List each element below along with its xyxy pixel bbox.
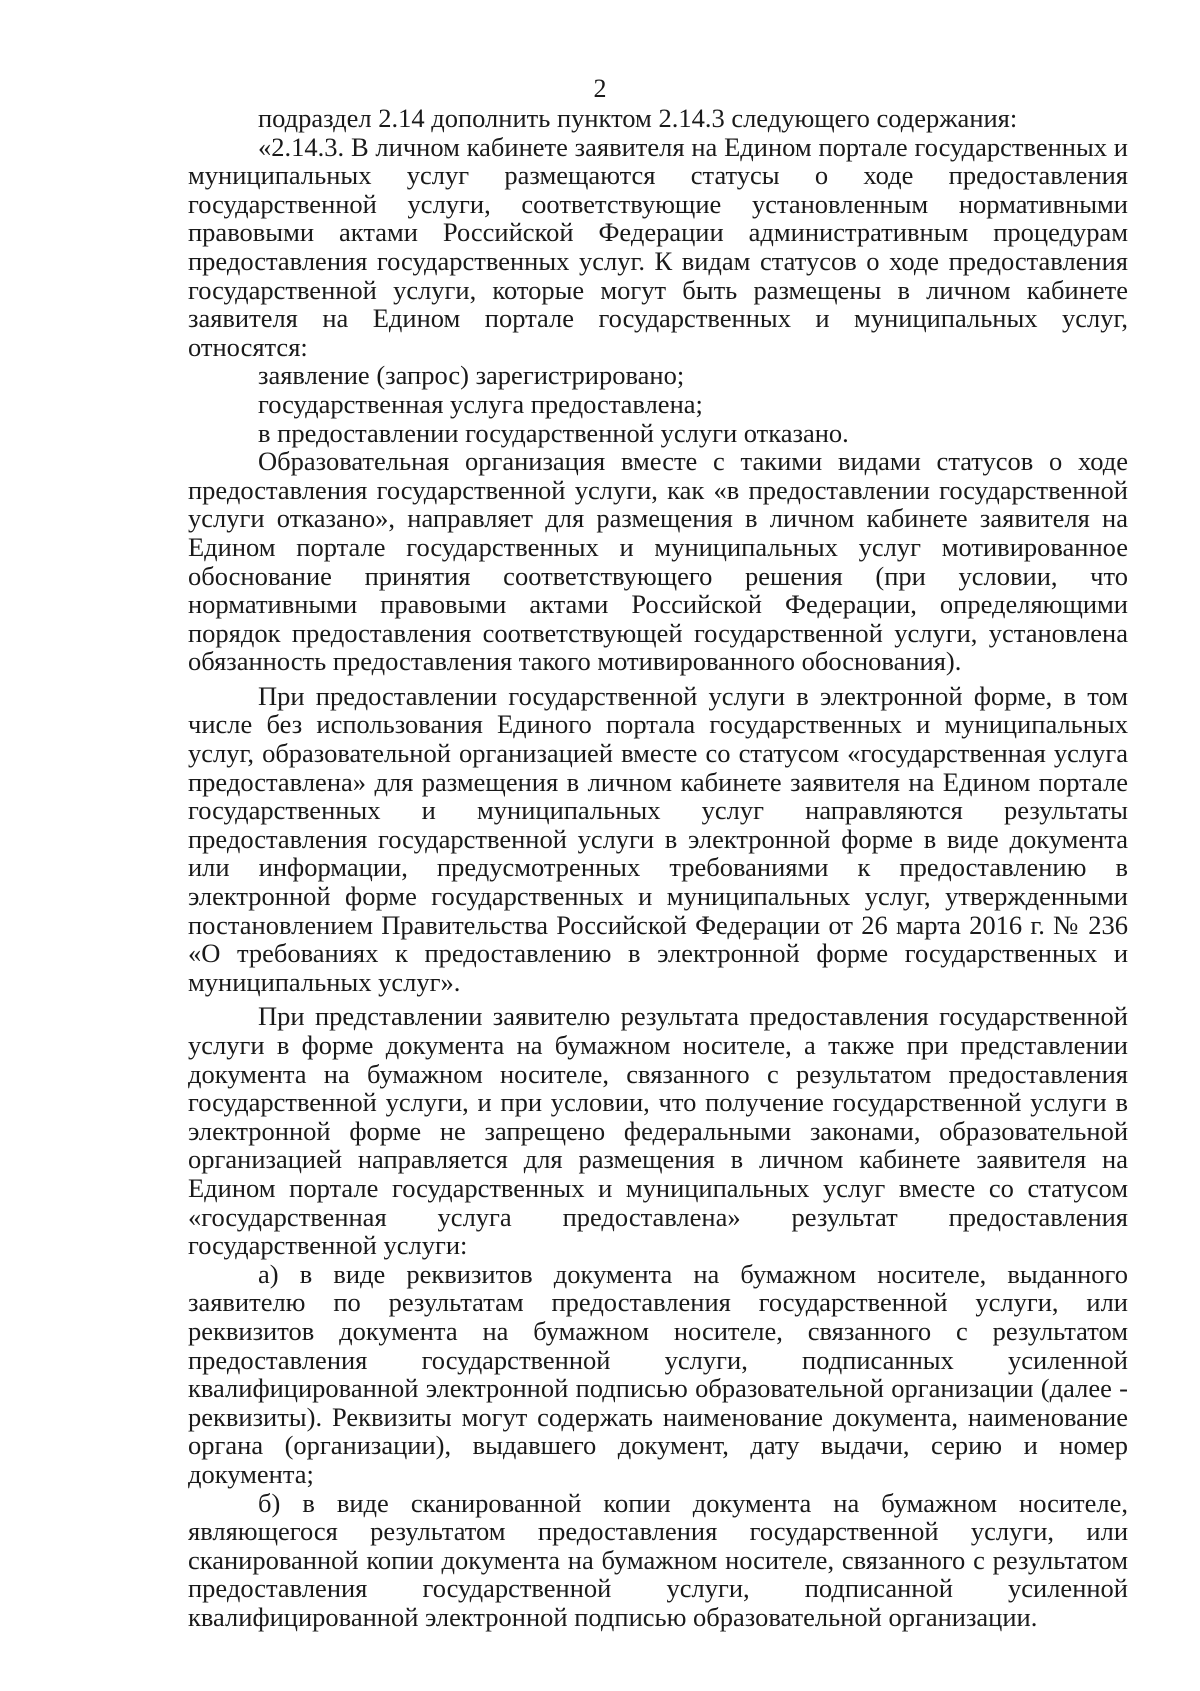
paragraph-electronic-results: При предоставлении государственной услуги в электронной форме, в том числе без использования Единого портала государственных и муниципальных услуг, образовательной организацией вместе со статусом «государственная услуга предоставлена» для размещения в личном кабинете заявителя на Едином портале государственных и муниципальных услуг направляются результаты предоставления государственной услуги в электронной форме в виде документа или информации, предусмотренных требованиями к предоставлению в электронной форме государственных и муниципальных услуг, утвержденными постановлением Правительства Российской Федерации от 26 марта 2016 г. № 236 «О требованиях к предоставлению в электронной форме государственных и муниципальных услуг». [188,680,1128,997]
page-number: 2 [593,74,607,103]
paragraph-item-2-14-3: «2.14.3. В личном кабинете заявителя на Едином портале государственных и муниципальных услуг размещаются статусы о ходе предоставления государственной услуги, соответствующие установленным нормативными правовыми актами Российской Федерации административным процедурам предоставления государственных услуг. К видам статусов о ходе предоставления государственной услуги, которые могут быть размещены в личном кабинете заявителя на Едином портале государственных и муниципальных услуг, относятся: [188,131,1128,362]
list-item-b-scanned-copy: б) в виде сканированной копии документа на бумажном носителе, являющегося результатом предоставления государственной услуги, или сканированной копии документа на бумажном носителе, связанного с результатом предоставления государственной услуги, подписанной усиленной квалифицированной электронной подписью образовательной организации. [188,1487,1128,1632]
list-item-status-refused: в предоставлении государственной услуги отказано. [258,417,849,448]
list-item-status-provided: государственная услуга предоставлена; [258,388,703,419]
paragraph-paper-results: При представлении заявителю результата предоставления государственной услуги в форме документа на бумажном носителе, а также при представлении документа на бумажном носителе, связанного с результатом предоставления государственной услуги, и при условии, что получение государственной услуги в электронной форме не запрещено федеральными законами, образовательной организацией направляется для размещения в личном кабинете заявителя на Едином портале государственных и муниципальных услуг вместе со статусом «государственная услуга предоставлена» результат предоставления государственной услуги: [188,1001,1128,1261]
paragraph-intro: подраздел 2.14 дополнить пунктом 2.14.3 следующего содержания: [258,103,1018,133]
list-item-status-registered: заявление (запрос) зарегистрировано; [258,360,685,391]
list-item-a-requisites: а) в виде реквизитов документа на бумажном носителе, выданного заявителю по результатам предоставления государственной услуги, или реквизитов документа на бумажном носителе, связанного с результатом предоставления государственной услуги, подписанных усиленной квалифицированной электронной подписью образовательной организации (далее - реквизиты). Реквизиты могут содержать наименование документа, наименование органа (организации), выдавшего документ, дату выдачи, серию и номер документа; [188,1258,1128,1489]
paragraph-refusal-justification: Образовательная организация вместе с такими видами статусов о ходе предоставления государственной услуги, как «в предоставлении государственной услуги отказано», направляет для размещения в личном кабинете заявителя на Едином портале государственных и муниципальных услуг мотивированное обоснование принятия соответствующего решения (при условии, что нормативными правовыми актами Российской Федерации, определяющими порядок предоставления соответствующей государственной услуги, установлена обязанность предоставления такого мотивированного обоснования). [188,446,1128,677]
document-body [188,104,1128,1631]
